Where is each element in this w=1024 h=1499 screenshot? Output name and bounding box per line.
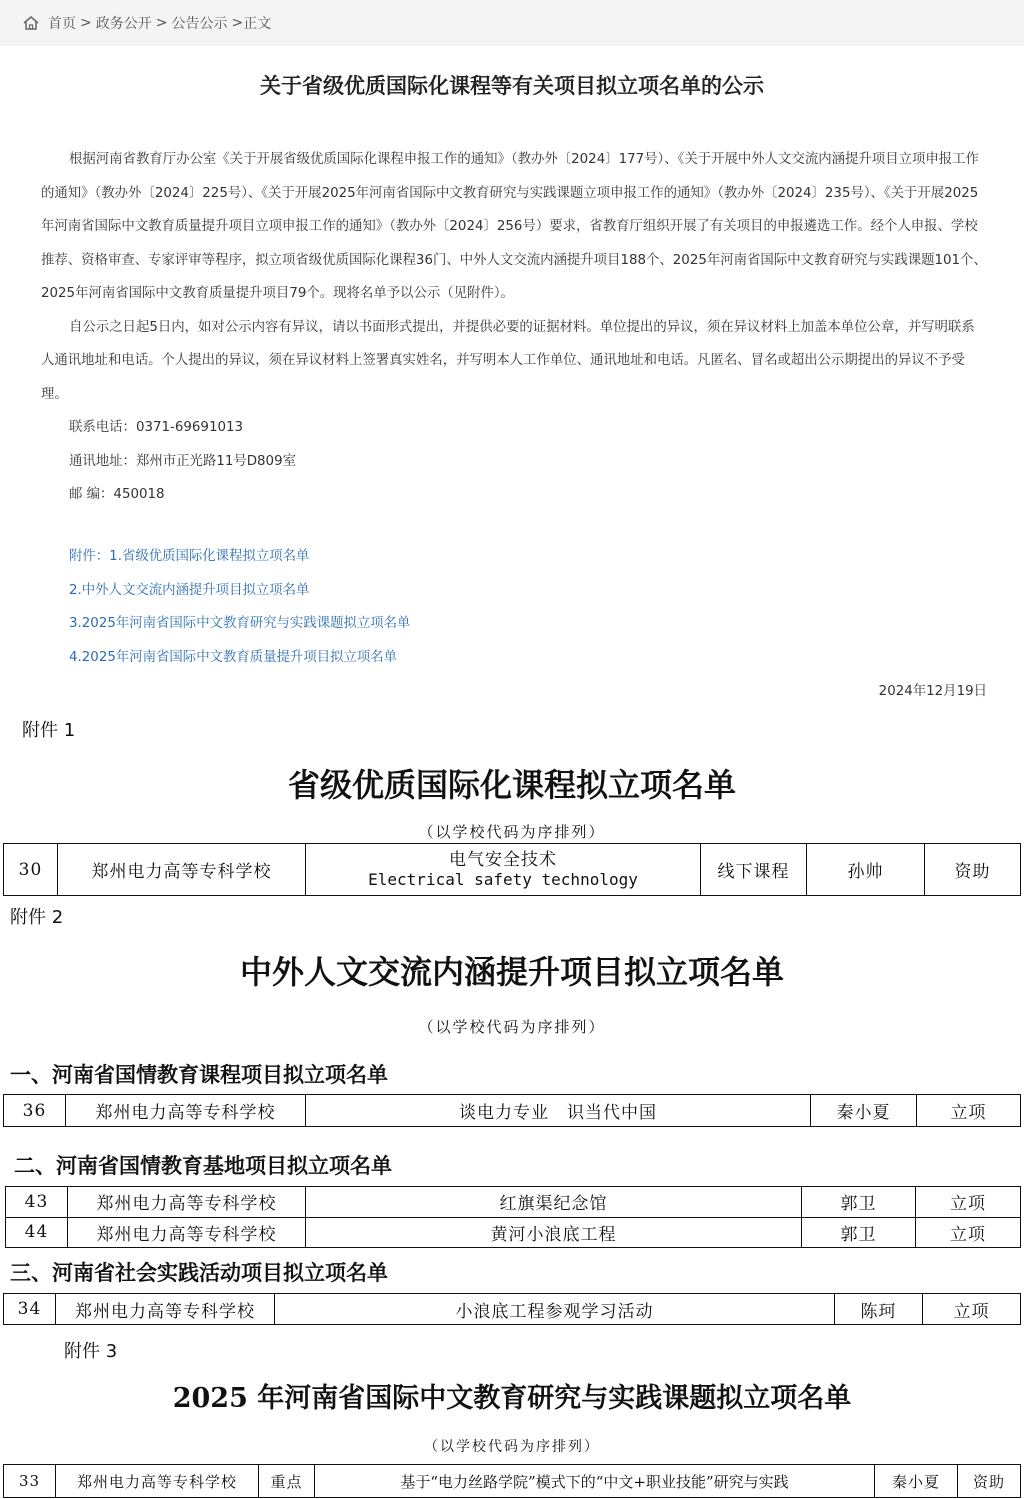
table-cell: 秦小夏 bbox=[811, 1095, 917, 1127]
table-cell: 黄河小浪底工程 bbox=[306, 1217, 802, 1248]
section-heading: 一、河南省国情教育课程项目拟立项名单 bbox=[10, 1063, 388, 1087]
table-cell: 郭卫 bbox=[802, 1217, 916, 1248]
table-cell: 重点 bbox=[259, 1465, 315, 1498]
annex1-label: 附件 1 bbox=[22, 720, 76, 741]
table-row bbox=[4, 844, 1021, 896]
table-row bbox=[6, 1187, 1021, 1218]
table-cell: 资助 bbox=[958, 1465, 1021, 1498]
attachment-link-2[interactable]: 2.中外人文交流内涵提升项目拟立项名单 bbox=[69, 582, 310, 598]
table-cell: 43 bbox=[6, 1187, 68, 1218]
annex1-subtitle: （以学校代码为序排列） bbox=[418, 823, 606, 841]
course-name-en: Electrical safety technology bbox=[368, 869, 638, 889]
table-cell: 立项 bbox=[923, 1294, 1021, 1325]
breadcrumb-home[interactable]: 首页 bbox=[48, 16, 76, 32]
paragraph: 自公示之日起5日内，如对公示内容有异议，请以书面形式提出，并提供必要的证据材料。单位提出的异议，须在异议材料上加盖本单位公章，并写明联系人通讯地址和电话。个人提出的异议，须在异议材料上签署真实姓名，并写明本人工作单位、通讯地址和电话。凡匿名、冒名或超出公示期提出的异议不予受理。 bbox=[41, 319, 975, 402]
course-name-cn: 电气安全技术 bbox=[449, 849, 557, 870]
breadcrumb-separator: > bbox=[155, 15, 168, 31]
table-cell: 谈电力专业 识当代中国 bbox=[306, 1095, 811, 1127]
web-article bbox=[0, 0, 1024, 712]
article-body bbox=[41, 143, 987, 512]
table-cell: 44 bbox=[6, 1217, 68, 1248]
attachments-label: 附件： bbox=[69, 549, 110, 564]
breadcrumb-separator: > bbox=[231, 15, 244, 31]
table-cell: 立项 bbox=[917, 1095, 1021, 1127]
table-cell: 秦小夏 bbox=[875, 1465, 958, 1498]
table-row bbox=[4, 1095, 1021, 1127]
publish-date: 2024年12月19日 bbox=[878, 684, 987, 699]
table-cell: 陈珂 bbox=[835, 1294, 923, 1325]
annex3-label: 附件 3 bbox=[64, 1341, 118, 1362]
breadcrumb bbox=[0, 0, 1024, 46]
section-heading: 二、河南省国情教育基地项目拟立项名单 bbox=[14, 1154, 392, 1178]
attachment-link-4[interactable]: 4.2025年河南省国际中文教育质量提升项目拟立项名单 bbox=[69, 649, 398, 665]
table-cell: 小浪底工程参观学习活动 bbox=[275, 1294, 835, 1325]
annex1-table bbox=[3, 843, 1021, 896]
annex2-section3-table bbox=[3, 1293, 1021, 1325]
table-cell: 34 bbox=[4, 1294, 56, 1325]
table-cell: 33 bbox=[4, 1465, 56, 1498]
annex2-title: 中外人文交流内涵提升项目拟立项名单 bbox=[239, 953, 784, 991]
table-row bbox=[4, 1294, 1021, 1325]
attachment-link-1[interactable]: 附件：1.省级优质国际化课程拟立项名单 bbox=[69, 549, 310, 564]
table-cell: 基于“电力丝路学院”模式下的“中文+职业技能”研究与实践 bbox=[315, 1465, 875, 1498]
table-cell: 郑州电力高等专科学校 bbox=[56, 1294, 275, 1325]
table-cell: 红旗渠纪念馆 bbox=[306, 1187, 802, 1218]
contact-address: 通讯地址：郑州市正光路11号D809室 bbox=[69, 453, 296, 469]
breadcrumb-separator: > bbox=[80, 15, 92, 31]
table-cell: 立项 bbox=[916, 1187, 1021, 1218]
annex2-section1-table bbox=[3, 1094, 1021, 1127]
table-cell: 郭卫 bbox=[802, 1187, 916, 1218]
section-heading: 三、河南省社会实践活动项目拟立项名单 bbox=[10, 1261, 388, 1285]
table-cell: 36 bbox=[4, 1095, 66, 1127]
annex1-title: 省级优质国际化课程拟立项名单 bbox=[287, 766, 736, 804]
breadcrumb-gov-affairs[interactable]: 政务公开 bbox=[95, 16, 152, 32]
breadcrumb-notices[interactable]: 公告公示 bbox=[171, 16, 228, 32]
table-cell: 立项 bbox=[916, 1217, 1021, 1248]
table-cell: 郑州电力高等专科学校 bbox=[66, 1095, 306, 1127]
annex2-section2-table bbox=[5, 1186, 1021, 1248]
annex2-label: 附件 2 bbox=[10, 907, 64, 928]
table-cell: 郑州电力高等专科学校 bbox=[68, 1187, 306, 1218]
contact-phone: 联系电话：0371-69691013 bbox=[69, 420, 244, 435]
table-cell: 郑州电力高等专科学校 bbox=[58, 844, 306, 896]
contact-postcode: 邮 编：450018 bbox=[69, 487, 165, 502]
annex3-table bbox=[3, 1464, 1021, 1498]
table-cell: 孙帅 bbox=[807, 844, 925, 896]
annex3-subtitle: （以学校代码为序排列） bbox=[424, 1439, 600, 1455]
annex2-subtitle: （以学校代码为序排列） bbox=[418, 1018, 606, 1036]
table-cell: 郑州电力高等专科学校 bbox=[56, 1465, 259, 1498]
annex3-title: 2025 年河南省国际中文教育研究与实践课题拟立项名单 bbox=[172, 1383, 852, 1414]
table-cell: 线下课程 bbox=[701, 844, 807, 896]
table-cell bbox=[306, 844, 701, 896]
page-title: 关于省级优质国际化课程等有关项目拟立项名单的公示 bbox=[260, 74, 764, 98]
table-cell: 资助 bbox=[925, 844, 1021, 896]
home-icon[interactable] bbox=[22, 15, 40, 31]
table-cell: 30 bbox=[4, 844, 58, 896]
table-row bbox=[6, 1217, 1021, 1248]
breadcrumb-current: 正文 bbox=[243, 16, 272, 32]
table-cell: 郑州电力高等专科学校 bbox=[68, 1217, 306, 1248]
attachment-list bbox=[69, 540, 410, 674]
paragraph: 根据河南省教育厅办公室《关于开展省级优质国际化课程申报工作的通知》（教办外〔2024〕177号）、《关于开展中外人文交流内涵提升项目立项申报工作的通知》（教办外〔2024〕225号）、《关于开展2025年河南省国际中文教育研究与实践课题立项申报工作的通知》（教办外〔2024〕235号）、《关于开展2025年河南省国际中文教育质量提升项目立项申报工作的通知》（教办外〔2024〕256号）要求，省教育厅组织开展了有关项目的申报遴选工作。经个人申报、学校推荐、资格审查、专家评审等程序，拟立项省级优质国际化课程36门、中外人文交流内涵提升项目188个、2025年河南省国际中文教育研究与实践课题101个、2025年河南省国际中文教育质量提升项目79个。现将名单予以公示（见附件）。 bbox=[41, 152, 987, 301]
table-row bbox=[4, 1465, 1021, 1498]
attachment-link-3[interactable]: 3.2025年河南省国际中文教育研究与实践课题拟立项名单 bbox=[69, 616, 411, 631]
